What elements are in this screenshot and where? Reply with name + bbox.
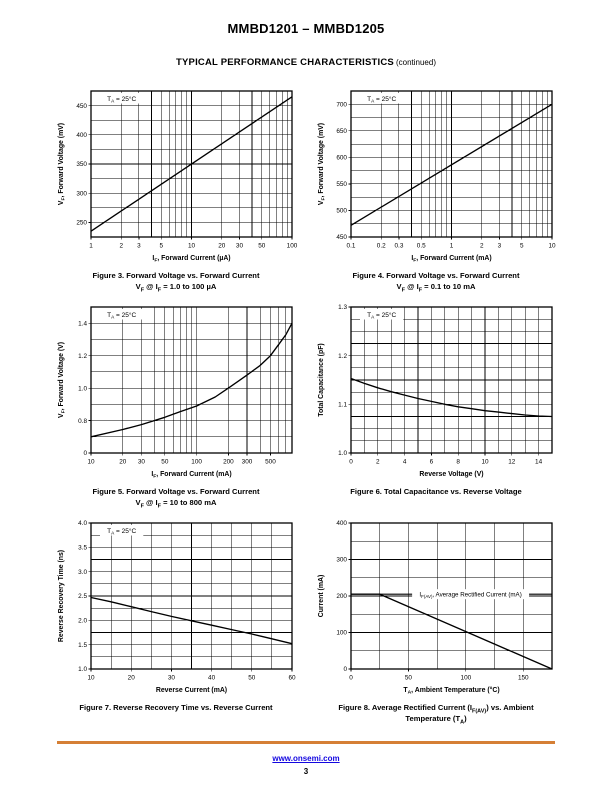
svg-text:550: 550: [336, 181, 347, 189]
svg-text:4: 4: [402, 458, 407, 466]
svg-text:Total Capacitance (pF): Total Capacitance (pF): [318, 343, 325, 417]
svg-text:8: 8: [456, 458, 460, 466]
svg-text:IF, Forward Current (mA): $I_F$, Forward Current (mA): [151, 471, 232, 480]
svg-text:5: 5: [159, 242, 164, 250]
svg-text:3.0: 3.0: [78, 568, 87, 576]
figure-caption: Figure 8. Average Rectified Current $(I_{F(AV)})$ vs. Ambient Temperature $(T_A)$: [338, 703, 534, 726]
svg-text:20: 20: [127, 674, 135, 682]
figure-8-caption-block: [313, 702, 559, 724]
onsemi-link[interactable]: www.onsemi.com: [272, 754, 340, 763]
svg-text:2: 2: [119, 242, 124, 250]
figure-5: [53, 299, 299, 508]
svg-text:10: 10: [187, 242, 196, 250]
svg-text:450: 450: [336, 234, 347, 242]
svg-text:Reverse Recovery Time (ns): Reverse Recovery Time (ns): [58, 549, 65, 643]
svg-text:50: 50: [404, 674, 412, 682]
figure-5-caption-block: [53, 486, 299, 508]
svg-text:100: 100: [286, 242, 298, 250]
svg-text:20: 20: [218, 242, 226, 250]
svg-text:600: 600: [336, 154, 347, 162]
figure-caption: Figure 7. Reverse Recovery Time vs. Reverse Current: [79, 703, 273, 712]
svg-text:500: 500: [336, 207, 347, 215]
section-title: [0, 57, 612, 68]
svg-text:200: 200: [336, 593, 347, 601]
figure-4: [313, 83, 559, 292]
svg-text:1.3: 1.3: [338, 304, 347, 312]
svg-text:TA, Ambient Temperature (°C): $T_A$, Ambient Temperature (°C): [403, 687, 500, 696]
svg-text:10: 10: [87, 458, 95, 466]
svg-text:6: 6: [429, 458, 434, 466]
svg-text:TA = 25°C: $T_A = 25^\circ C$: [107, 312, 137, 320]
svg-text:0: 0: [343, 666, 347, 674]
svg-text:4.0: 4.0: [78, 520, 87, 528]
chart-figure-6: [313, 299, 559, 477]
svg-text:450: 450: [76, 102, 87, 110]
page-title: MMBD1201 – MMBD1205: [227, 21, 385, 36]
figure-3: [53, 83, 299, 292]
svg-text:500: 500: [265, 458, 276, 466]
page-number: 3: [303, 767, 309, 776]
section-title-text: TYPICAL PERFORMANCE CHARACTERISTICS: [176, 57, 394, 68]
svg-text:40: 40: [208, 674, 216, 682]
svg-text:0.8: 0.8: [78, 417, 87, 425]
svg-text:1.0: 1.0: [78, 666, 87, 674]
figure-6-caption-block: [313, 486, 559, 497]
svg-text:20: 20: [119, 458, 127, 466]
svg-text:1.0: 1.0: [338, 450, 347, 458]
charts-grid: [0, 83, 612, 724]
svg-text:3: 3: [497, 242, 502, 250]
figure-7: [53, 515, 299, 724]
svg-text:2: 2: [479, 242, 484, 250]
page-footer: [57, 741, 555, 776]
section-title-suffix: (continued): [395, 58, 436, 67]
svg-text:700: 700: [336, 101, 347, 109]
svg-text:Current (mA): Current (mA): [318, 574, 325, 618]
figure-3-caption-block: [53, 270, 299, 292]
svg-text:TA = 25°C: $T_A = 25^\circ C$: [367, 96, 397, 104]
figure-caption: Figure 5. Forward Voltage vs. Forward Current: [92, 487, 260, 496]
svg-text:250: 250: [76, 219, 87, 227]
chart-figure-3: [53, 83, 299, 264]
svg-text:650: 650: [336, 128, 347, 136]
svg-text:30: 30: [167, 674, 175, 682]
figure-subcaption: $V_F$ @ $I_F = 10$ to 800 mA: [135, 498, 217, 510]
svg-text:0.2: 0.2: [376, 242, 386, 250]
svg-text:12: 12: [508, 458, 516, 466]
svg-text:2.0: 2.0: [78, 617, 87, 625]
svg-text:Reverse Current (mA): Reverse Current (mA): [155, 687, 228, 694]
svg-text:10: 10: [548, 242, 556, 250]
svg-text:300: 300: [241, 458, 253, 466]
svg-text:0.3: 0.3: [394, 242, 404, 250]
svg-text:IF, Forward Current (µA): $I_F$, Forward Current (µA): [152, 255, 231, 264]
svg-text:50: 50: [161, 458, 169, 466]
svg-text:14: 14: [535, 458, 543, 466]
svg-text:100: 100: [191, 458, 202, 466]
svg-text:200: 200: [223, 458, 234, 466]
svg-text:300: 300: [336, 556, 347, 564]
svg-text:150: 150: [517, 674, 529, 682]
svg-text:10: 10: [481, 458, 489, 466]
figure-caption: Figure 6. Total Capacitance vs. Reverse Voltage: [350, 487, 522, 496]
svg-text:100: 100: [460, 674, 472, 682]
svg-text:0: 0: [349, 674, 353, 682]
figure-8: [313, 515, 559, 724]
figure-subcaption: $V_F$ @ $I_F = 1.0$ to 100 µA: [135, 282, 217, 294]
svg-text:400: 400: [76, 132, 87, 139]
svg-text:1.5: 1.5: [78, 641, 87, 649]
svg-text:60: 60: [288, 674, 296, 682]
svg-text:1.2: 1.2: [78, 352, 87, 360]
svg-text:3: 3: [137, 242, 141, 250]
svg-text:0: 0: [349, 458, 353, 466]
svg-text:5: 5: [519, 242, 524, 250]
svg-text:2: 2: [376, 458, 380, 466]
svg-text:1.4: 1.4: [78, 320, 87, 328]
svg-text:3.5: 3.5: [78, 544, 87, 552]
footer-rule: [57, 741, 555, 744]
svg-text:1.1: 1.1: [338, 401, 347, 409]
svg-text:30: 30: [137, 458, 145, 466]
svg-text:VF, Forward Voltage (V): $V_F$, Forward Voltage (V): [58, 341, 67, 419]
svg-text:400: 400: [336, 520, 347, 528]
svg-text:VF, Forward Voltage (mV): $V_F$, Forward Voltage (mV): [58, 122, 67, 206]
chart-figure-8: [313, 515, 559, 696]
svg-text:300: 300: [76, 190, 87, 198]
svg-text:2.5: 2.5: [78, 593, 87, 601]
svg-text:0.1: 0.1: [346, 242, 356, 250]
figure-6: [313, 299, 559, 508]
svg-text:50: 50: [248, 674, 256, 682]
svg-text:100: 100: [336, 629, 347, 637]
svg-text:TA = 25°C: $T_A = 25^\circ C$: [367, 312, 397, 320]
svg-text:1: 1: [89, 242, 93, 250]
figure-4-caption-block: [313, 270, 559, 292]
figure-caption: Figure 3. Forward Voltage vs. Forward Current: [92, 271, 260, 280]
svg-text:1: 1: [449, 242, 454, 250]
svg-text:1.0: 1.0: [78, 385, 87, 393]
svg-text:10: 10: [87, 674, 95, 682]
chart-figure-5: [53, 299, 299, 480]
svg-text:Reverse Voltage (V): Reverse Voltage (V): [419, 471, 484, 478]
svg-text:IF(AV), Average Rectified Curr: $I_{F(AV)}$, Average Rectified Current (mA): [419, 591, 522, 599]
svg-text:30: 30: [235, 242, 244, 250]
svg-text:0: 0: [83, 450, 87, 458]
svg-text:TA = 25°C: $T_A = 25^\circ C$: [107, 528, 137, 536]
figure-subcaption: $V_F$ @ $I_F = 0.1$ to 10 mA: [396, 282, 476, 294]
svg-text:VF, Forward Voltage (mV): $V_F$, Forward Voltage (mV): [318, 122, 327, 206]
chart-figure-7: [53, 515, 299, 693]
svg-text:50: 50: [258, 242, 266, 250]
figure-7-caption-block: [53, 702, 299, 713]
svg-text:0.5: 0.5: [416, 242, 426, 250]
chart-figure-4: [313, 83, 559, 264]
figure-caption: Figure 4. Forward Voltage vs. Forward Current: [352, 271, 520, 280]
svg-text:1.2: 1.2: [338, 352, 347, 360]
svg-text:350: 350: [76, 161, 87, 169]
svg-text:TA = 25°C: $T_A = 25^\circ C$: [107, 96, 137, 104]
svg-text:IF, Forward Current (mA): $I_F$, Forward Current (mA): [411, 255, 492, 264]
